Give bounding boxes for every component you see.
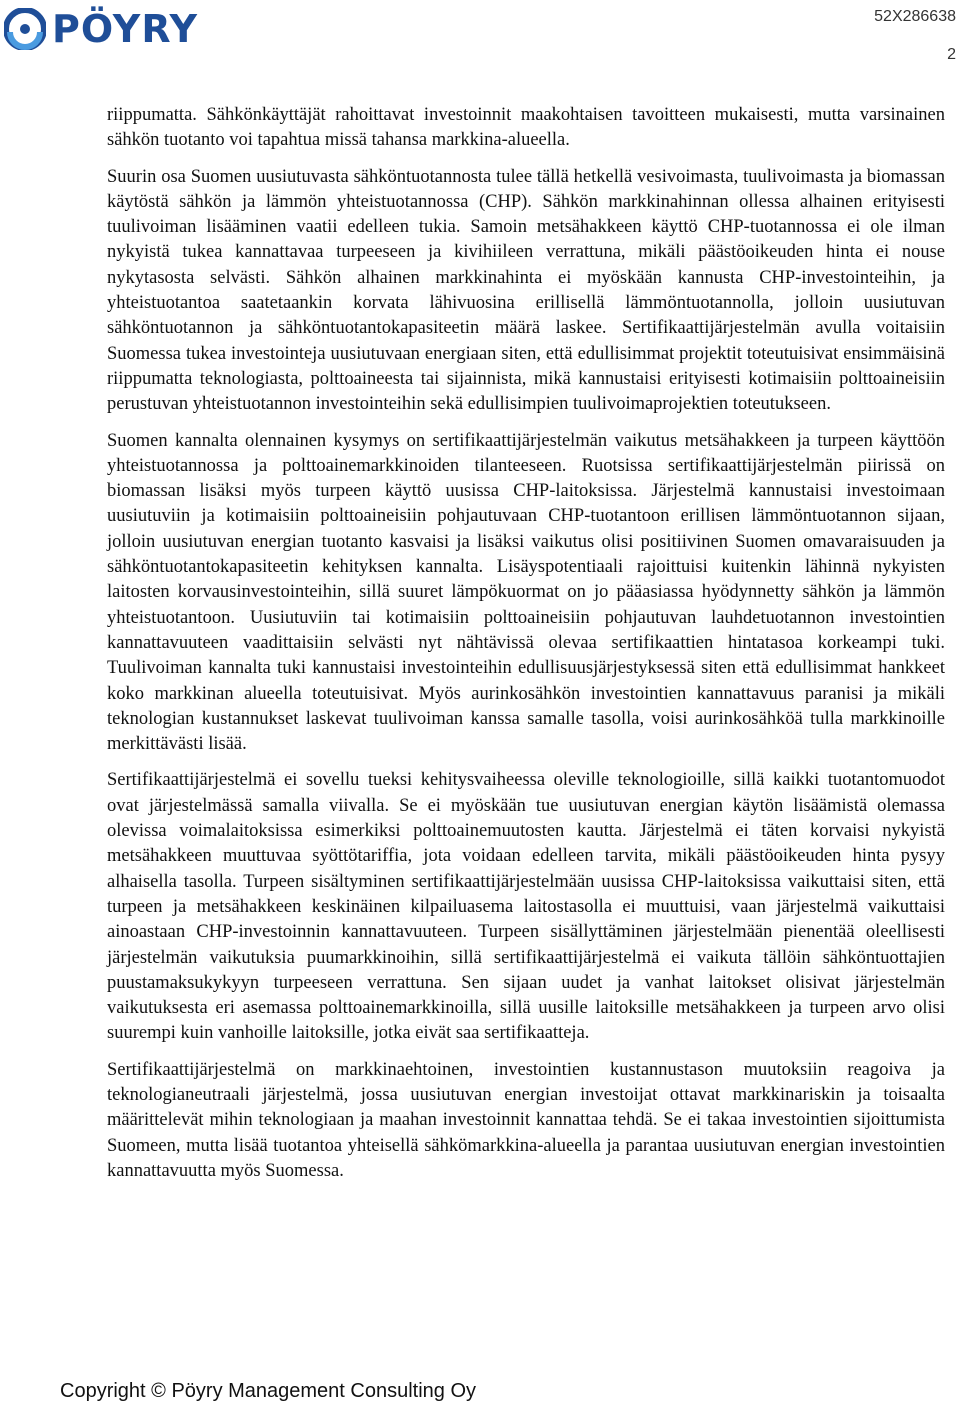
page-header xyxy=(0,0,960,63)
logo-wordmark: PÖYRY xyxy=(52,7,199,51)
copyright-footer: Copyright © Pöyry Management Consulting Oy xyxy=(60,1380,477,1402)
body-paragraph: Suomen kannalta olennainen kysymys on sertifikaattijärjestelmän vaikutus metsähakkeen ja turpeen käyttöön yhteistuotannossa ja polttoainemarkkinoiden tilanteeseen. Ruotsissa sertifikaattijärjestelmän piirissä on biomassan lisäksi myös turpeen käyttö uusissa CHP-laitoksissa. Järjestelmä kannustaisi investoimaan uusiutuviin ja kotimaisiin polttoaineisiin pohjautuvaan CHP-tuotantoon erillisen lämmöntuotannon sijaan, jolloin uusiutuvan energian tuotanto kasvaisi ja lisäksi vaikutus olisi positiivinen Suomen omavaraisuuden ja sähköntuotantokapasiteetin kehityksen kannalta. Lisäyspotentiaali rajoittuisi kuitenkin lähinnä nykyisten laitosten korvausinvestointeihin, sillä suuret lämpökuormat on jo pääasiassa hyödynnetty sähkön ja lämmön yhteistuotantoon. Uusiutuviin tai kotimaisiin polttoaineisiin pohjautuvan lauhdetuotannon investointien kannattavuuteen vaadittaisiin selvästi nyt nähtävissä olevaa sertifikaattien hintatasoa korkeampi tuki. Tuulivoiman kannalta tuki kannustaisi investointeihin edullisuusjärjestyksessä siten että edullisimmat hankkeet koko markkinan alueella toteutuisivat. Myös aurinkosähkön investointien kannattavuus paranisi ja mikäli teknologian kustannukset laskevat tuulivoiman kanssa samalle tasolla, voisi aurinkosähköä tulla markkinoille merkittävästi lisää. xyxy=(107,430,945,755)
poyry-logo xyxy=(4,6,198,52)
poyry-swirl-icon xyxy=(4,8,46,50)
body-paragraph: Sertifikaattijärjestelmä on markkinaehtoinen, investointien kustannustason muutoksiin reagoiva ja teknologianeutraali järjestelmä, jossa uusiutuvan energian investoijat ottavat markkinariskin ja toisaalta määrittelevät mihin teknologiaan ja maahan investoinnit kannattaa tehdä. Se ei takaa investointien sijoittumista Suomeen, mutta lisää tuotantoa yhteisellä sähkömarkkina-alueella ja parantaa uusiutuvan energian investointien kannattavuutta myös Suomessa. xyxy=(107,1059,945,1181)
body-paragraph: Suurin osa Suomen uusiutuvasta sähköntuotannosta tulee tällä hetkellä vesivoimasta, tuulivoimasta ja biomassan käytöstä sähkön ja lämmön yhteistuotannossa (CHP). Sähkön markkinahinnan ollessa alhainen erityisesti tuulivoiman lisääminen vaatii edelleen tukia. Samoin metsähakkeen käyttö CHP-tuotannossa ei ole ilman nykyistä tukea kannattavaa turpeeseen ja kivihiileen verrattuna, mikäli päästöoikeuden hinta ei nouse nykytasosta selvästi. Sähkön alhainen markkinahinta ei myöskään kannusta CHP-investointeihin, ja yhteistuotantoa saatetaankin korvata lähivuosina erillisellä lämmöntuotannolla, jolloin uusiutuvan sähköntuotannon ja sähköntuotantokapasiteetin määrä laskee. Sertifikaattijärjestelmän avulla voitaisiin Suomessa tukea investointeja uusiutuvaan energiaan siten, että edullisimmat projektit toteutuisivat ensimmäisinä riippumatta teknologiasta, polttoaineesta tai sijainnista, mikä kannustaisi erityisesti kotimaisiin polttoaineisiin perustuvan yhteistuotannon investointeihin sekä edullisimpien tuulivoimaprojektien toteutukseen. xyxy=(107,166,945,415)
page-number: 2 xyxy=(947,46,956,63)
document-id: 52X286638 xyxy=(874,8,956,25)
document-body xyxy=(107,103,945,1195)
body-paragraph: Sertifikaattijärjestelmä ei sovellu tueksi kehitysvaiheessa oleville teknologioille, sillä kaikki tuotantomuodot ovat järjestelmässä samalla viivalla. Se ei myöskään tue uusiutuvan energian käytön lisäämistä olemassa olevissa voimalaitoksissa esimerkiksi polttoainemuutosten kautta. Järjestelmä ei täten korvaisi nykyistä metsähakkeen muuttuvaa syöttötariffia, jota voidaan edelleen tarvita, mikäli päästöoikeuden hinta pysyy alhaisella tasolla. Turpeen sisältyminen sertifikaattijärjestelmään uusissa CHP-laitoksissa vaikuttaisi siten, että turpeen ja metsähakkeen keskinäinen kilpailuasema laitostasolla ei muuttuisi, vaan järjestelmä vaikuttaisi ainoastaan CHP-investoinnin kannattavuuteen. Turpeen sisällyttäminen järjestelmään pienentää oleellisesti järjestelmän vaikutuksia puumarkkinoihin, sillä sertifikaattijärjestelmä ei vaikuta tällöin sähköntuottajien puustamaksukykyyn turpeeseen verrattuna. Sen sijaan uudet ja vanhat laitokset olisivat järjestelmän vaikutuksesta eri asemassa polttoainemarkkinoilla, sillä uusille laitoksille metsähakkeen ja turpeen arvo olisi suurempi kuin vanhoille laitoksille, jotka eivät saa sertifikaatteja. xyxy=(107,770,945,1044)
body-paragraph: riippumatta. Sähkönkäyttäjät rahoittavat investoinnit maakohtaisen tavoitteen mukaisesti, mutta varsinainen sähkön tuotanto voi tapahtua missä tahansa markkina-alueella. xyxy=(107,105,945,151)
